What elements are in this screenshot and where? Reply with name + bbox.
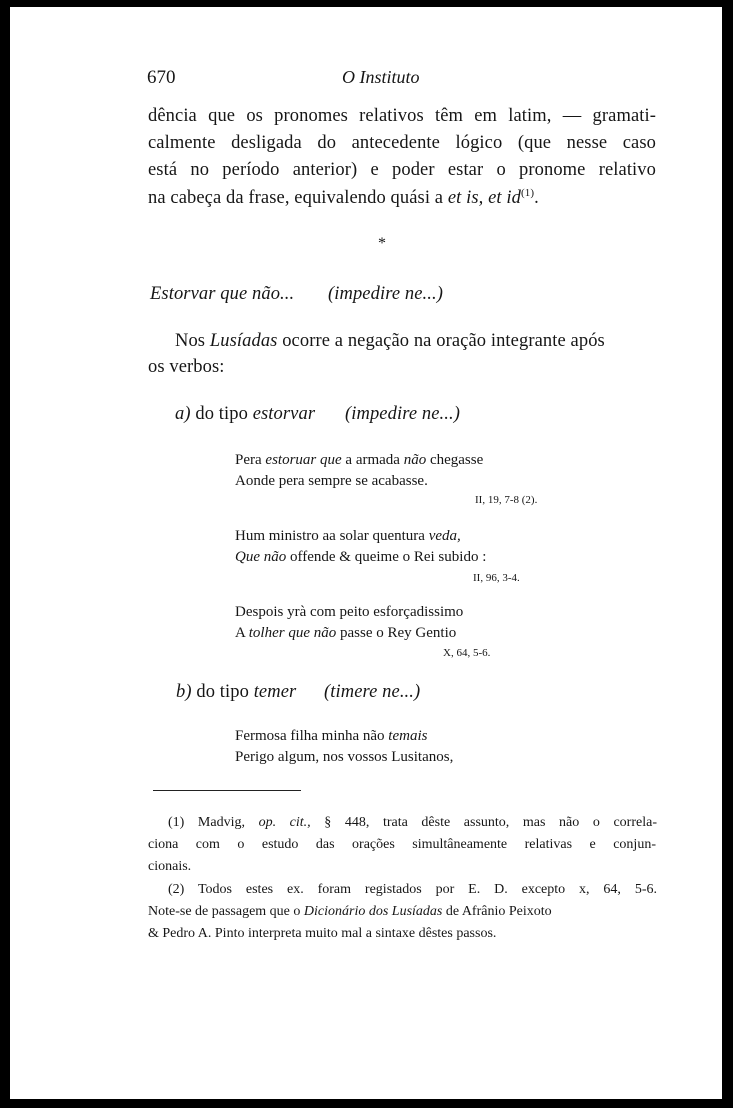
quote-1-line-2: Aonde pera sempre se acabasse. bbox=[235, 473, 428, 489]
paragraph-2-line-1: Nos Lusíadas ocorre a negação na oração integrante após bbox=[175, 331, 605, 351]
paragraph-1-line-3: está no período anterior) e poder estar o pronome relativo bbox=[148, 160, 656, 180]
quote-4-line-2: Perigo algum, nos vossos Lusitanos, bbox=[235, 749, 454, 765]
section-heading-portuguese: Estorvar que não... bbox=[150, 284, 295, 304]
item-b: b) do tipo temer bbox=[176, 682, 297, 702]
quote-2-line-1: Hum ministro aa solar quentura veda, bbox=[235, 528, 461, 544]
quote-3-line-2: A tolher que não passe o Rey Gentio bbox=[235, 625, 457, 641]
quote-1-reference: II, 19, 7-8 (2). bbox=[475, 494, 538, 506]
footnote-rule bbox=[153, 790, 301, 791]
footnote-1-line-1: (1) Madvig, op. cit., § 448, trata dêste assunto, mas não o correla- bbox=[168, 815, 657, 830]
paragraph-1-line-4: na cabeça da frase, equivalendo quási a et is, et $id^{(1)}$. bbox=[148, 187, 539, 209]
paragraph-2-line-2: os verbos: bbox=[148, 357, 225, 377]
footnote-1-line-2: ciona com o estudo das orações simultâneamente relativas e conjun- bbox=[148, 837, 656, 852]
item-a: a) do tipo estorvar bbox=[175, 404, 316, 424]
section-heading-latin: (impedire ne...) bbox=[328, 284, 443, 304]
quote-4-line-1: Fermosa filha minha não temais bbox=[235, 728, 428, 744]
quote-3-line-1: Despois yrà com peito esforçadissimo bbox=[235, 604, 464, 620]
section-separator: * bbox=[378, 235, 386, 252]
quote-2-line-2: Que não offende & queime o Rei subido : bbox=[235, 549, 487, 565]
item-b-latin: (timere ne...) bbox=[324, 682, 421, 702]
paragraph-1-line-1: dência que os pronomes relativos têm em latim, — gramati- bbox=[148, 106, 656, 126]
quote-3-reference: X, 64, 5-6. bbox=[443, 647, 491, 659]
running-title: O Instituto bbox=[342, 67, 420, 87]
footnote-1-line-3: cionais. bbox=[148, 859, 192, 874]
footnote-2-line-3: & Pedro A. Pinto interpreta muito mal a sintaxe dêstes passos. bbox=[148, 926, 497, 941]
book-page bbox=[10, 7, 722, 1099]
item-a-latin: (impedire ne...) bbox=[345, 404, 460, 424]
page-number: 670 bbox=[147, 67, 176, 88]
quote-1-line-1: Pera estoruar que a armada não chegasse bbox=[235, 452, 484, 468]
footnote-2-line-1: (2) Todos estes ex. foram registados por E. D. excepto x, 64, 5-6. bbox=[168, 882, 657, 897]
footnote-2-line-2: Note-se de passagem que o Dicionário dos Lusíadas de Afrânio Peixoto bbox=[148, 904, 552, 919]
quote-2-reference: II, 96, 3-4. bbox=[473, 572, 520, 584]
paragraph-1-line-2: calmente desligada do antecedente lógico (que nesse caso bbox=[148, 133, 656, 153]
